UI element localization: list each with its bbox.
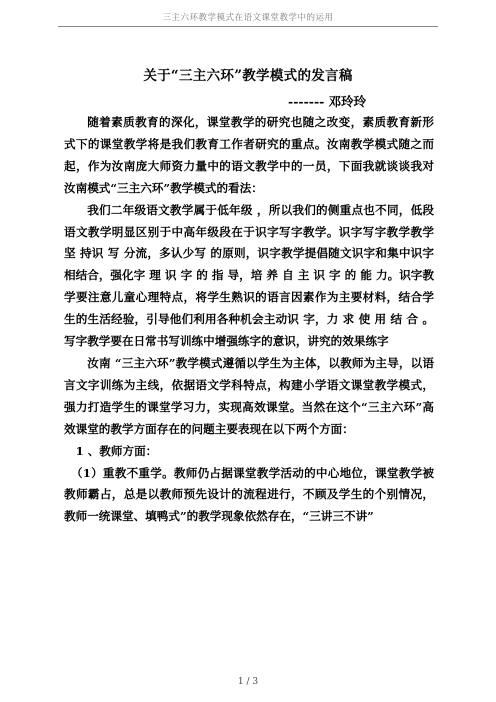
header-divider (58, 26, 438, 27)
document-title: 关于“三主六环”教学模式的发言稿 (143, 68, 353, 84)
paragraph-intro: 随着素质教育的深化，课堂教学的研究也随之改变，素质教育新形式下的课堂教学将是我们教育工作者研究的重点。汝南教学模式随之而起，作为汝南庞大师资力量中的语文教学中的一员，下面我就谈谈我对汝南模式“三主六环”教学模式的看法： (64, 115, 434, 195)
author-line: ------- 邓玲玲 (288, 94, 367, 109)
paragraph-model: 汝南 “三主六环”教学模式遵循以学生为主体，以教师为主导，以语言文字训练为主线，依据语文学科特点，构建小学语文课堂教学模式，强力打造学生的课堂学习力，实现高效课堂。当然在这个“三主六环”高效课堂的教学方面存在的问题主要表现在以下两个方面： (64, 355, 434, 436)
section-heading-teacher: 1 、教师方面： (75, 443, 158, 458)
page-number: 1 / 3 (237, 677, 259, 687)
running-header: 三主六环教学模式在语文课堂教学中的运用 (162, 13, 334, 23)
document-body (64, 112, 434, 528)
paragraph-subitem-1: （1）重教不重学。教师仍占据课堂教学活动的中心地位，课堂教学被教师霸占，总是以教师预先设计的流程进行，不顾及学生的个别情况，教师一统课堂、填鸭式”的教学现象依然存在，“三讲三不讲” (64, 465, 434, 524)
paragraph-literacy: 我们二年级语文教学属于低年级 ，所以我们的侧重点也不同，低段语文教学明显区别于中高年级段在于识字写字教学。识字写字教学教学 坚 持识 写 分流，多认少写 的原则，识字教学提倡随文识字和集中识字相结合，强化字 理 识 字 的 指 导，培 养 自 主 识 字 的 能 力。识字教学要注意儿童心理特点，将学生熟识的语言因素作为主要材料，结合学生的生活经验，引导他们利用各种机会主动识 字，力 求 使 用 结 合 。写字教学要在日常书写训练中增强练字的意识，讲究的效果练字 (64, 202, 434, 349)
